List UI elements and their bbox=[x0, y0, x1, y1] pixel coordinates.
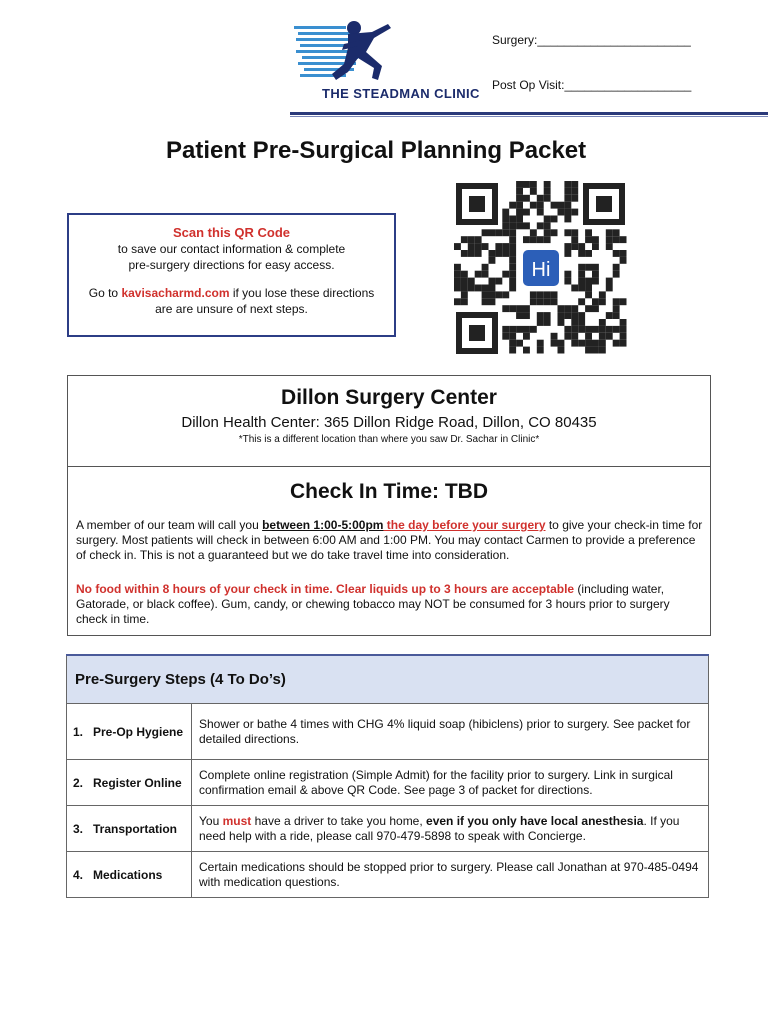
step-number: 3. bbox=[73, 821, 84, 836]
page-title: Patient Pre-Surgical Planning Packet bbox=[166, 137, 587, 164]
steps-heading: Pre-Surgery Steps (4 To Do’s) bbox=[67, 655, 709, 704]
table-row bbox=[67, 704, 709, 760]
step-name: Transportation bbox=[93, 821, 178, 836]
checkin-text-a: A member of our team will call you bbox=[76, 518, 263, 532]
call-window: between 1:00-5:00pm bbox=[262, 518, 384, 532]
postop-label: Post Op Visit: bbox=[492, 78, 565, 92]
check-in-title: Check In Time: TBD bbox=[290, 480, 488, 503]
check-in-paragraph bbox=[76, 518, 704, 563]
step-name: Medications bbox=[93, 867, 163, 882]
postop-visit-field[interactable] bbox=[492, 78, 691, 92]
header-rule-thin bbox=[290, 116, 768, 117]
fasting-paragraph bbox=[76, 582, 704, 627]
qr-code[interactable] bbox=[454, 181, 627, 356]
surgery-blank: _______________________ bbox=[537, 33, 691, 47]
transport-c: have a driver to take you home, bbox=[251, 813, 427, 828]
step-label bbox=[67, 760, 192, 806]
transport-must: must bbox=[222, 813, 252, 828]
step-number: 1. bbox=[73, 724, 84, 739]
surgery-center-title: Dillon Surgery Center bbox=[281, 386, 497, 409]
transport-a: You bbox=[199, 813, 223, 828]
table-row bbox=[67, 852, 709, 898]
step-name: Register Online bbox=[93, 775, 182, 790]
day-before-note: the day before your surgery bbox=[383, 518, 546, 532]
logo-text: THE STEADMAN CLINIC bbox=[322, 86, 480, 101]
hi-badge-text: Hi bbox=[531, 259, 551, 281]
header-rule bbox=[290, 112, 768, 115]
surgery-center-address: Dillon Health Center: 365 Dillon Ridge Road, Dillon, CO 80435 bbox=[181, 414, 597, 431]
step-number: 2. bbox=[73, 775, 84, 790]
scan-line-3 bbox=[69, 286, 394, 301]
surgery-label: Surgery: bbox=[492, 33, 538, 47]
step-label bbox=[67, 852, 192, 898]
step-number: 4. bbox=[73, 867, 84, 882]
step-description: Complete online registration (Simple Admit) for the facility prior to surgery. Link in surgical confirmation email & above QR Code. See page 3 of packet for directions. bbox=[192, 760, 709, 806]
table-header-row bbox=[67, 655, 709, 704]
transport-local-anesthesia: even if you only have local anesthesia bbox=[426, 813, 644, 828]
transport-e: . If you need help with a ride, please call 970-479-5898 to speak with Concierge. bbox=[199, 813, 680, 843]
surgery-field[interactable] bbox=[492, 33, 691, 47]
goto-suffix: if you lose these directions bbox=[229, 286, 375, 300]
location-note: *This is a different location than where you saw Dr. Sachar in Clinic* bbox=[238, 434, 540, 445]
scan-line-4: are are unsure of next steps. bbox=[155, 302, 308, 316]
step-label bbox=[67, 806, 192, 852]
scan-title: Scan this QR Code bbox=[172, 225, 291, 240]
pre-surgery-steps-table bbox=[66, 654, 709, 898]
step-description bbox=[192, 806, 709, 852]
goto-prefix: Go to bbox=[88, 286, 122, 300]
table-row bbox=[67, 806, 709, 852]
postop-blank: ___________________ bbox=[564, 78, 692, 92]
box-divider bbox=[67, 466, 711, 467]
step-description: Shower or bathe 4 times with CHG 4% liquid soap (hibiclens) prior to surgery. See packet for detailed directions. bbox=[192, 704, 709, 760]
website-link[interactable]: kavisacharmd.com bbox=[121, 286, 230, 300]
step-label bbox=[67, 704, 192, 760]
checkin-text-d: to give your check-in time for surgery. Most patients will check in between 6:00 AM and 1:00 PM. You may contact Carmen to provide a preference of check in. This is not a guaranteed but we do take travel time into consideration. bbox=[76, 518, 703, 562]
fasting-details: (including water, Gatorade, or black coffee). Gum, candy, or chewing tobacco may NOT be consumed for 3 hours prior to surgery check in time. bbox=[76, 582, 670, 626]
scan-line-2: pre-surgery directions for easy access. bbox=[128, 258, 335, 272]
step-description: Certain medications should be stopped prior to surgery. Please call Jonathan at 970-485-0494 with medication questions. bbox=[192, 852, 709, 898]
fasting-rule: No food within 8 hours of your check in time. Clear liquids up to 3 hours are acceptable bbox=[76, 582, 575, 596]
scan-line-1: to save our contact information & complete bbox=[117, 242, 346, 256]
table-row bbox=[67, 760, 709, 806]
scan-qr-box bbox=[67, 213, 396, 337]
step-name: Pre-Op Hygiene bbox=[93, 724, 184, 739]
